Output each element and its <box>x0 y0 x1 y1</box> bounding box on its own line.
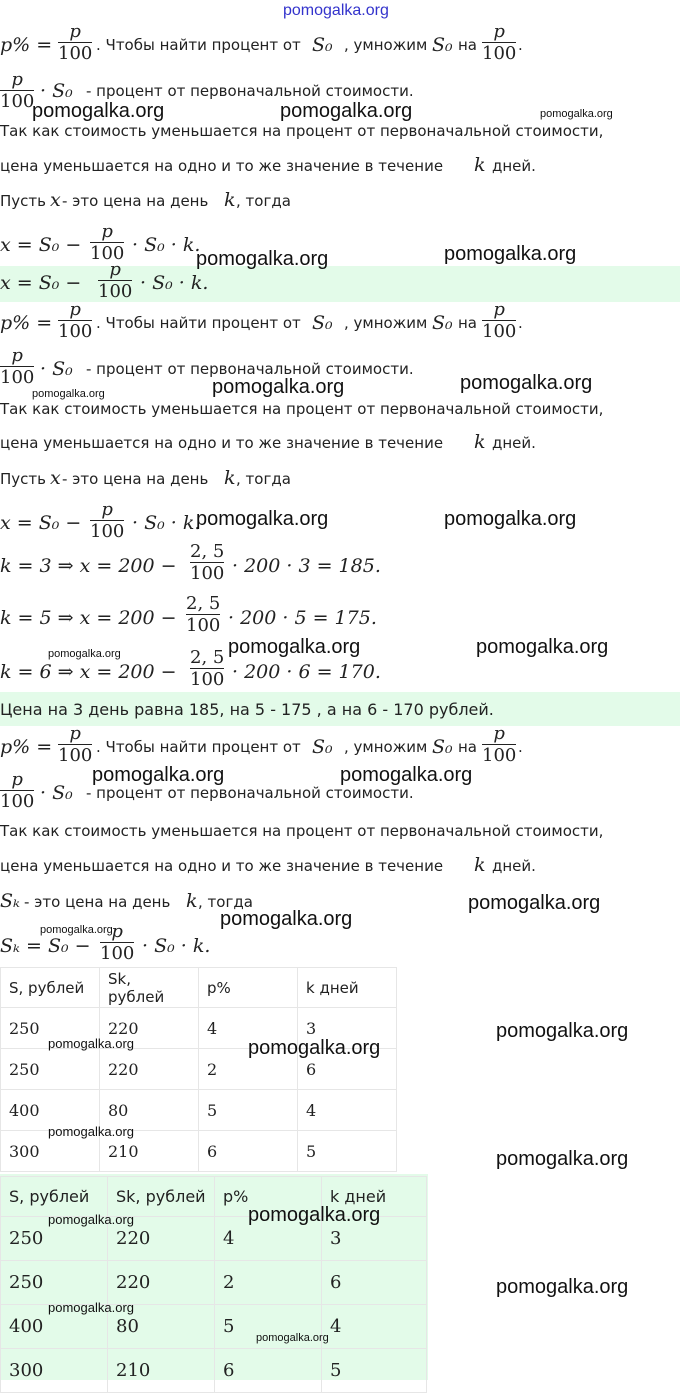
watermark: pomogalka.org <box>256 1332 329 1344</box>
p-percent: p% = <box>0 736 53 758</box>
fraction-2-5-100: $\frac{2, 5}{100}$ <box>190 541 225 584</box>
watermark: pomogalka.org <box>444 508 577 530</box>
dot-s0: · S₀ <box>40 358 73 380</box>
table-row: 250 220 4 3 <box>1 1217 427 1261</box>
text-price-decreases: цена уменьшается на одно и то же значение в течение <box>0 157 444 175</box>
watermark: pomogalka.org <box>476 636 609 658</box>
sk-formula-left: Sₖ = S₀ − <box>0 935 91 957</box>
header-p: p% <box>199 968 298 1008</box>
watermark: pomogalka.org <box>48 1124 134 1139</box>
fraction-p-100: $\frac{p}{100}$ <box>98 259 133 302</box>
header-sk: Sk, рублей <box>100 968 199 1008</box>
s0: S₀ <box>432 312 453 334</box>
watermark: pomogalka.org <box>32 100 165 122</box>
s0: S₀ <box>432 34 453 56</box>
watermark: pomogalka.org <box>48 1212 134 1227</box>
k3-formula-right: · 200 · 3 = 185. <box>232 555 381 577</box>
watermark: pomogalka.org <box>340 764 473 786</box>
k6-formula-right: · 200 · 6 = 170. <box>232 661 381 683</box>
text-percent-of-initial: - процент от первоначальной стоимости. <box>86 82 414 100</box>
fraction-p-100: $\frac{p}{100}$ <box>0 769 35 812</box>
fraction-p-100: $\frac{p}{100}$ <box>58 21 93 64</box>
table-row: 300 210 6 5 <box>1 1131 397 1172</box>
table-row: 250 220 4 3 <box>1 1008 397 1049</box>
x-formula-right: · S₀ · k. <box>132 512 201 534</box>
watermark: pomogalka.org <box>48 1036 134 1051</box>
text-let: Пусть <box>0 470 46 488</box>
watermark: pomogalka.org <box>496 1020 629 1042</box>
x: x <box>50 189 61 211</box>
watermark: pomogalka.org <box>32 388 105 400</box>
text-then: , тогда <box>236 470 291 488</box>
text-on: на <box>458 738 477 756</box>
text-multiply: , умножим <box>344 314 428 332</box>
dot-s0: · S₀ <box>40 782 73 804</box>
k: k <box>474 154 486 176</box>
text-multiply: , умножим <box>344 738 428 756</box>
header-p: p% <box>215 1177 322 1217</box>
watermark: pomogalka.org <box>196 248 329 270</box>
watermark: pomogalka.org <box>496 1148 629 1170</box>
text-is-price: - это цена на день <box>24 893 171 911</box>
watermark: pomogalka.org <box>460 372 593 394</box>
watermark: pomogalka.org <box>228 636 361 658</box>
watermark: pomogalka.org <box>48 1300 134 1315</box>
k: k <box>224 189 236 211</box>
fraction-p-100: $\frac{p}{100}$ <box>90 221 125 264</box>
x-formula-left: x = S₀ − <box>0 272 82 294</box>
text-on: на <box>458 314 477 332</box>
text-multiply: , умножим <box>344 36 428 54</box>
text-days: дней. <box>492 857 536 875</box>
x-formula-left: x = S₀ − <box>0 512 82 534</box>
s0: S₀ <box>312 312 333 334</box>
watermark: pomogalka.org <box>496 1276 629 1298</box>
text-let: Пусть <box>0 192 46 210</box>
header-k: k дней <box>322 1177 427 1217</box>
text-find-percent: . Чтобы найти процент от <box>96 314 301 332</box>
fraction-2-5-100: $\frac{2, 5}{100}$ <box>186 593 221 636</box>
watermark: pomogalka.org <box>540 108 613 120</box>
s0: S₀ <box>312 34 333 56</box>
x-formula-right: · S₀ · k. <box>142 935 211 957</box>
table-row: 250 220 2 6 <box>1 1261 427 1305</box>
watermark: pomogalka.org <box>48 648 121 660</box>
fraction-p-100: $\frac{p}{100}$ <box>58 723 93 766</box>
fraction-p-100: $\frac{p}{100}$ <box>482 299 517 342</box>
k: k <box>474 431 486 453</box>
watermark: pomogalka.org <box>92 764 225 786</box>
header-s: S, рублей <box>1 1177 108 1217</box>
sk: Sₖ <box>0 890 20 912</box>
header-k: k дней <box>298 968 397 1008</box>
k6-formula-left: k = 6 ⇒ x = 200 − <box>0 661 177 683</box>
text-days: дней. <box>492 157 536 175</box>
watermark: pomogalka.org <box>468 892 601 914</box>
fraction-p-100: $\frac{p}{100}$ <box>482 723 517 766</box>
text-since-cost-decreases: Так как стоимость уменьшается на процент от первоначальной стоимости, <box>0 400 604 418</box>
k3-formula-left: k = 3 ⇒ x = 200 − <box>0 555 177 577</box>
watermark: pomogalka.org <box>248 1204 381 1226</box>
k5-formula-left: k = 5 ⇒ x = 200 − <box>0 607 177 629</box>
text-then: , тогда <box>236 192 291 210</box>
text-is-price: - это цена на день <box>62 192 209 210</box>
text-find-percent: . Чтобы найти процент от <box>96 36 301 54</box>
table-row: 400 80 5 4 <box>1 1305 427 1349</box>
table-row: 400 80 5 4 <box>1 1090 397 1131</box>
k: k <box>224 467 236 489</box>
watermark: pomogalka.org <box>444 243 577 265</box>
text-price-decreases: цена уменьшается на одно и то же значение в течение <box>0 857 444 875</box>
answer-text: Цена на 3 день равна 185, на 5 - 175 , а на 6 - 170 рублей. <box>0 700 494 719</box>
text-days: дней. <box>492 434 536 452</box>
fraction-p-100: $\frac{p}{100}$ <box>0 345 35 388</box>
text-then: , тогда <box>198 893 253 911</box>
text-price-decreases: цена уменьшается на одно и то же значение в течение <box>0 434 444 452</box>
watermark: pomogalka.org <box>220 908 353 930</box>
text-find-percent: . Чтобы найти процент от <box>96 738 301 756</box>
text-since-cost-decreases: Так как стоимость уменьшается на процент от первоначальной стоимости, <box>0 822 604 840</box>
k5-formula-right: · 200 · 5 = 175. <box>228 607 377 629</box>
fraction-p-100: $\frac{p}{100}$ <box>482 21 517 64</box>
x: x <box>50 467 61 489</box>
p-percent: p% = <box>0 34 53 56</box>
header-sk: Sk, рублей <box>108 1177 215 1217</box>
text-on: на <box>458 36 477 54</box>
s0: S₀ <box>432 736 453 758</box>
fraction-p-100: $\frac{p}{100}$ <box>0 69 35 112</box>
watermark: pomogalka.org <box>248 1037 381 1059</box>
fraction-p-100: $\frac{p}{100}$ <box>100 921 135 964</box>
x-formula-left: x = S₀ − <box>0 234 82 256</box>
watermark: pomogalka.org <box>280 100 413 122</box>
watermark: pomogalka.org <box>212 376 345 398</box>
text-is-price: - это цена на день <box>62 470 209 488</box>
dot-s0: · S₀ <box>40 80 73 102</box>
watermark: pomogalka.org <box>196 508 329 530</box>
data-table-1 <box>0 967 397 1172</box>
k: k <box>186 890 198 912</box>
p-percent: p% = <box>0 312 53 334</box>
header-s: S, рублей <box>1 968 100 1008</box>
fraction-p-100: $\frac{p}{100}$ <box>90 499 125 542</box>
text-since-cost-decreases: Так как стоимость уменьшается на процент от первоначальной стоимости, <box>0 122 604 140</box>
k: k <box>474 854 486 876</box>
x-formula-right: · S₀ · k. <box>132 234 201 256</box>
table-row: 250 220 2 6 <box>1 1049 397 1090</box>
table-row: 300 210 6 5 <box>1 1349 427 1393</box>
text-percent-of-initial: - процент от первоначальной стоимости. <box>86 784 414 802</box>
s0: S₀ <box>312 736 333 758</box>
fraction-p-100: $\frac{p}{100}$ <box>58 299 93 342</box>
watermark: pomogalka.org <box>40 924 113 936</box>
x-formula-right: · S₀ · k. <box>140 272 209 294</box>
text-percent-of-initial: - процент от первоначальной стоимости. <box>86 360 414 378</box>
watermark-top: pomogalka.org <box>283 2 389 19</box>
fraction-2-5-100: $\frac{2, 5}{100}$ <box>190 647 225 690</box>
